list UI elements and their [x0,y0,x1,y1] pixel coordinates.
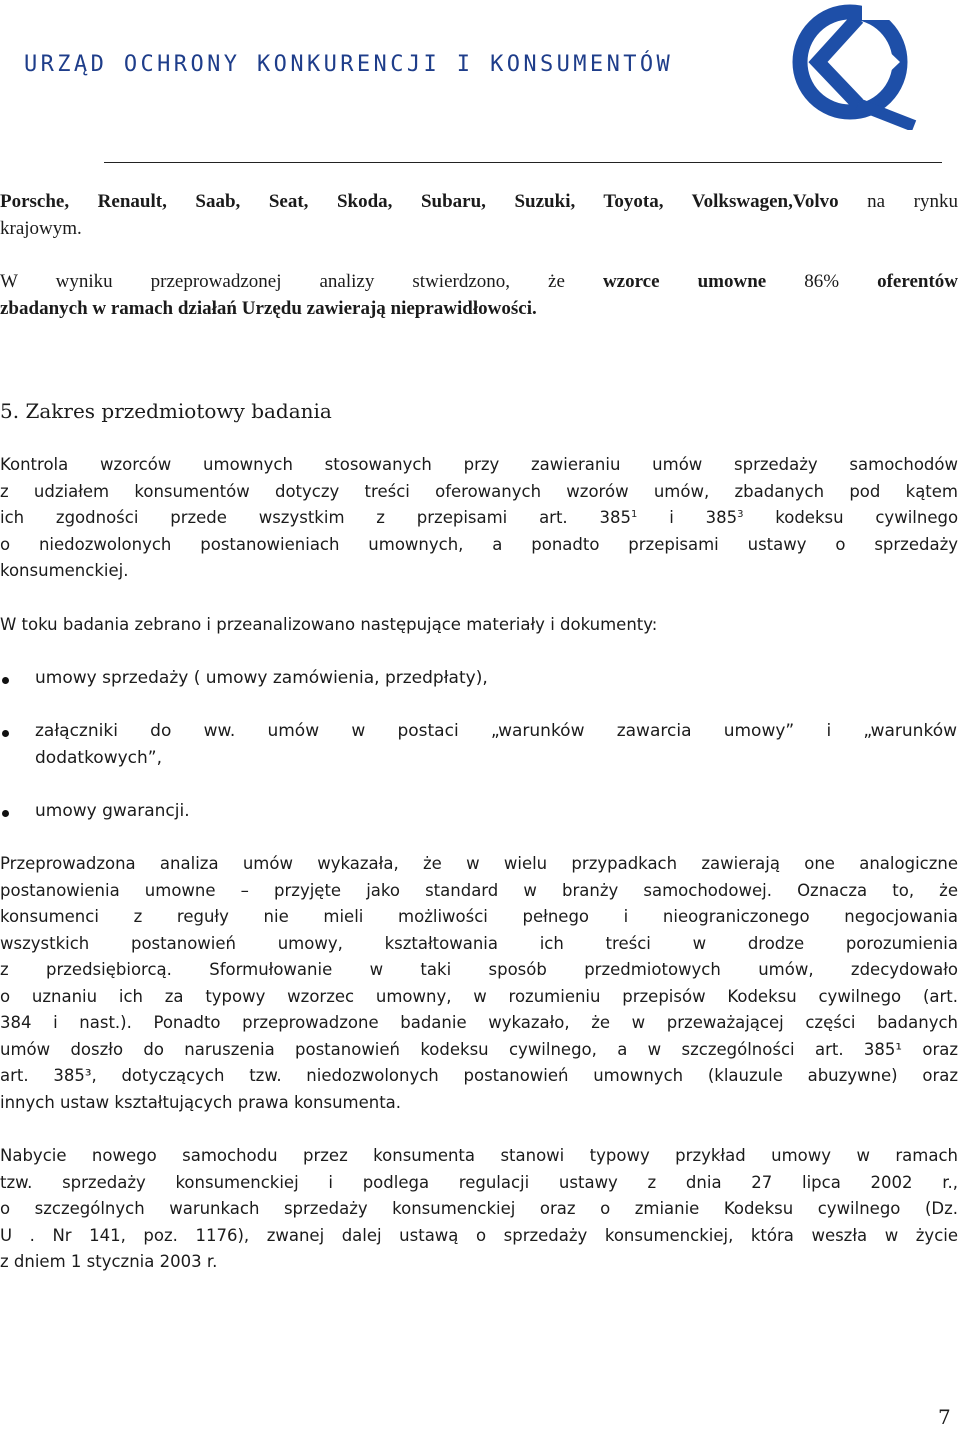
article-385: 385 [599,508,631,527]
car-brands-list: Porsche, Renault, Saab, Seat, Skoda, Subaru, Suzuki, Toyota, Volkswagen,Volvo [0,191,839,212]
purchase-line: tzw. sprzedaży konsumenckiej i podlega regulacji ustawy z dnia 27 lipca 2002 r., [0,1172,958,1192]
analysis-line: Przeprowadzona analiza umów wykazała, że w wielu przypadkach zawierają one analogiczne [0,854,958,873]
analysis-line: art. 385³, dotyczących tzw. niedozwolonych postanowień umownych (klauzule abuzywne) oraz [0,1066,958,1085]
header-divider [104,162,942,163]
purchase-line: U . Nr 141, poz. 1176), zwanej dalej ustawą o sprzedaży konsumenckiej, która weszła w życie [0,1225,958,1245]
article-385-3: i 385 [669,508,738,527]
scope-line-3-c [669,508,743,527]
purchase-line: Nabycie nowego samochodu przez konsumenta stanowi typowy przykład umowy w ramach [0,1146,958,1165]
analysis-line: z przedsiębiorcą. Sformułowanie w taki sposób przedmiotowych umów, zdecydowało [0,960,958,979]
scope-line-3-b [600,508,638,527]
scope-line-5: konsumenckiej. [0,561,129,580]
analysis-paragraph [0,851,958,1116]
list-item-text [35,718,957,771]
superscript-1: 1 [631,509,638,520]
analysis-line: 384 i nast.). Ponadto przeprowadzone badanie wykazało, że w przeważającej części badanych [0,1013,958,1032]
analysis-line: innych ustaw kształtujących prawa konsumenta. [0,1092,402,1112]
list-item-line-1: załączniki do ww. umów w postaci „warunków zawarcia umowy” i „warunków [35,721,957,741]
analysis-line: o uznaniu ich za typowy wzorzec umowny, w rozumieniu przepisów Kodeksu cywilnego (art. [0,986,958,1006]
purchase-paragraph [0,1143,958,1276]
analysis-line: postanowienia umowne – przyjęte jako standard w branży samochodowej. Oznacza to, że [0,880,958,900]
analysis-line: wszystkich postanowień umowy, kształtowania ich treści w drodze porozumienia [0,933,958,953]
bullet-icon [2,730,9,737]
intro-line-1-tail: na rynku [867,191,958,212]
bullet-icon [2,810,9,817]
office-name-header: URZĄD OCHRONY KONKURENCJI I KONSUMENTÓW [24,52,674,77]
scope-line-3-d: kodeksu cywilnego [775,508,959,527]
finding-line-1 [0,269,958,296]
superscript-3: 3 [737,509,744,520]
scope-line-2: z udziałem konsumentów dotyczy treści oferowanych wzorów umów, zbadanych pod kątem [0,481,958,501]
intro-line-2: krajowym. [0,217,82,239]
purchase-line: z dniem 1 stycznia 2003 r. [0,1252,218,1271]
scope-line-1: Kontrola wzorców umownych stosowanych przy zawieraniu umów sprzedaży samochodów [0,455,958,474]
list-item-text: umowy sprzedaży ( umowy zamówienia, przedpłaty), [35,668,488,688]
scope-line-3 [0,505,958,532]
finding-text-d: oferentów [877,271,958,292]
scope-paragraph [0,452,958,585]
purchase-line: o szczególnych warunkach sprzedaży konsumenckiej oraz o zmianie Kodeksu cywilnego (Dz. [0,1199,958,1218]
finding-paragraph [0,269,958,322]
list-item-line-2: dodatkowych”, [35,747,163,768]
finding-text-c: 86% [804,271,840,292]
bullet-icon [2,677,9,684]
scope-line-3-a: ich zgodności przede wszystkim z przepisami art. [0,508,568,527]
intro-line-1 [0,189,958,216]
finding-text-a: W wyniku przeprowadzonej analizy stwierdzono, że [0,271,565,292]
list-item-text: umowy gwarancji. [35,801,190,821]
page-number: 7 [938,1405,951,1429]
analysis-line: konsumenci z reguły nie mieli możliwości pełnego i nieograniczonego negocjowania [0,907,958,926]
finding-text-b: wzorce umowne [602,271,767,292]
section-heading: 5. Zakres przedmiotowy badania [0,399,332,423]
materials-intro: W toku badania zebrano i przeanalizowano następujące materiały i dokumenty: [0,615,658,634]
finding-line-2: zbadanych w ramach działań Urzędu zawierają nieprawidłowości. [0,297,537,319]
intro-paragraph [0,189,958,242]
uokik-logo-icon [788,0,918,130]
scope-line-4: o niedozwolonych postanowieniach umownych, a ponadto przepisami ustawy o sprzedaży [0,534,958,554]
analysis-line: umów doszło do naruszenia postanowień kodeksu cywilnego, a w szczególności art. 385¹ oraz [0,1039,958,1059]
